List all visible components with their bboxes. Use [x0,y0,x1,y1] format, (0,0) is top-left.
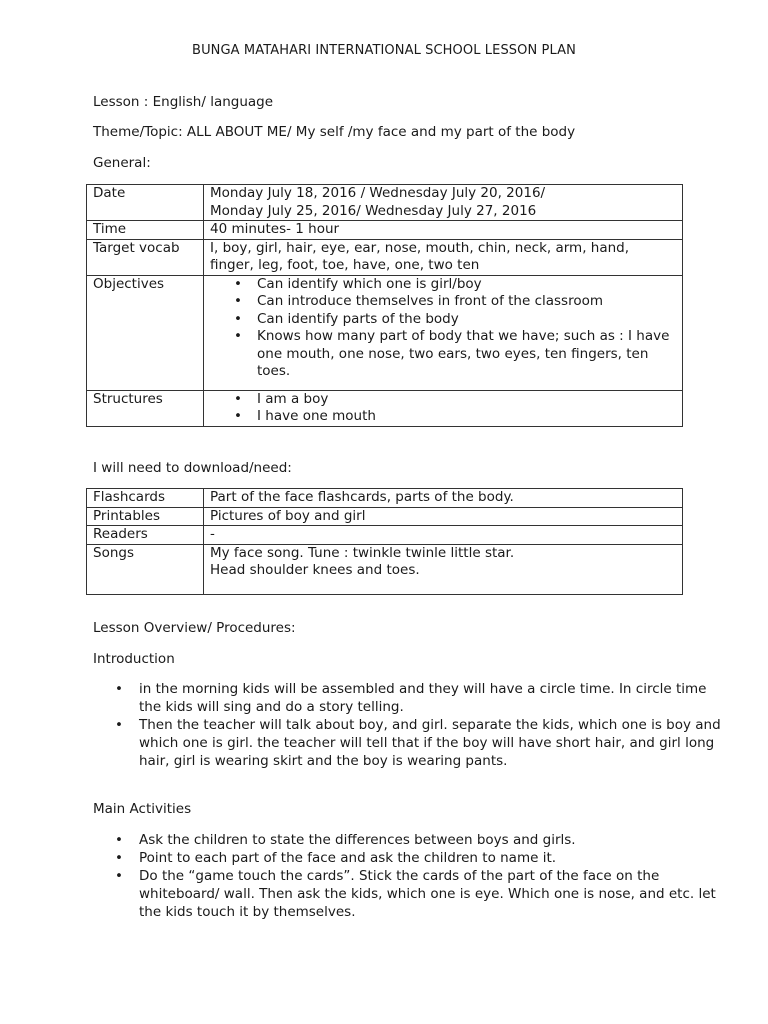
introduction-list [93,680,729,770]
time-value: 40 minutes- 1 hour [204,221,683,240]
objectives-label: Objectives [87,275,204,390]
table-row [87,275,683,390]
table-row [87,489,683,508]
printables-value: Pictures of boy and girl [204,507,683,526]
list-item: • Point to each part of the face and ask the children to name it. [139,849,729,867]
songs-line-2: Head shoulder knees and toes. [210,562,420,578]
table-row [87,239,683,275]
theme-line: Theme/Topic: ALL ABOUT ME/ My self /my face and my part of the body [93,124,576,140]
songs-cell [204,544,683,594]
list-item: • Then the teacher will talk about boy, and girl. separate the kids, which one is boy and which one is girl. the teacher will tell that if the boy will have short hair, and girl long hair, girl is wearing skirt and the boy is wearing pants. [139,716,729,770]
need-heading: I will need to download/need: [93,460,292,476]
objectives-list [210,276,676,381]
date-line-1: Monday July 18, 2016 / Wednesday July 20, 2016/ [210,185,546,201]
general-heading: General: [93,155,151,171]
list-item: • I am a boy [257,391,676,409]
table-row [87,507,683,526]
table-row [87,390,683,426]
list-item: • Can identify which one is girl/boy [257,276,676,294]
vocab-label: Target vocab [87,239,204,275]
structures-label: Structures [87,390,204,426]
date-line-2: Monday July 25, 2016/ Wednesday July 27, 2016 [210,202,537,219]
table-row [87,544,683,594]
list-item: • I have one mouth [257,408,676,426]
table-row [87,526,683,545]
time-label: Time [87,221,204,240]
document-title: BUNGA MATAHARI INTERNATIONAL SCHOOL LESSON PLAN [192,43,576,58]
flashcards-value: Part of the face flashcards, parts of the body. [204,489,683,508]
printables-label: Printables [87,507,204,526]
list-item: • Can introduce themselves in front of the classroom [257,293,676,311]
readers-label: Readers [87,526,204,545]
main-activities-list [93,831,729,921]
list-item: • Knows how many part of body that we have; such as : I have one mouth, one nose, two ears, two eyes, ten fingers, ten toes. [257,328,676,381]
table-row [87,185,683,221]
general-table [86,184,683,427]
flashcards-label: Flashcards [87,489,204,508]
list-item: • in the morning kids will be assembled and they will have a circle time. In circle time the kids will sing and do a story telling. [139,680,729,716]
date-label: Date [87,185,204,221]
materials-table [86,488,683,595]
structures-list [210,391,676,426]
objectives-cell [204,275,683,390]
readers-value: - [204,526,683,545]
vocab-value: I, boy, girl, hair, eye, ear, nose, mouth, chin, neck, arm, hand, finger, leg, foot, toe, have, one, two ten [204,239,683,275]
date-cell [204,185,683,221]
list-item: • Ask the children to state the differences between boys and girls. [139,831,729,849]
songs-line-1: My face song. Tune : twinkle twinle little star. [210,544,515,561]
lesson-line: Lesson : English/ language [93,94,274,110]
overview-heading: Lesson Overview/ Procedures: [93,620,296,636]
introduction-heading: Introduction [93,651,175,667]
main-activities-heading: Main Activities [93,801,192,817]
list-item: • Can identify parts of the body [257,311,676,329]
list-item: • Do the “game touch the cards”. Stick the cards of the part of the face on the whiteboard/ wall. Then ask the kids, which one is eye. Which one is nose, and etc. let the kids touch it by themselves. [139,867,729,921]
structures-cell [204,390,683,426]
songs-label: Songs [87,544,204,594]
table-row [87,221,683,240]
